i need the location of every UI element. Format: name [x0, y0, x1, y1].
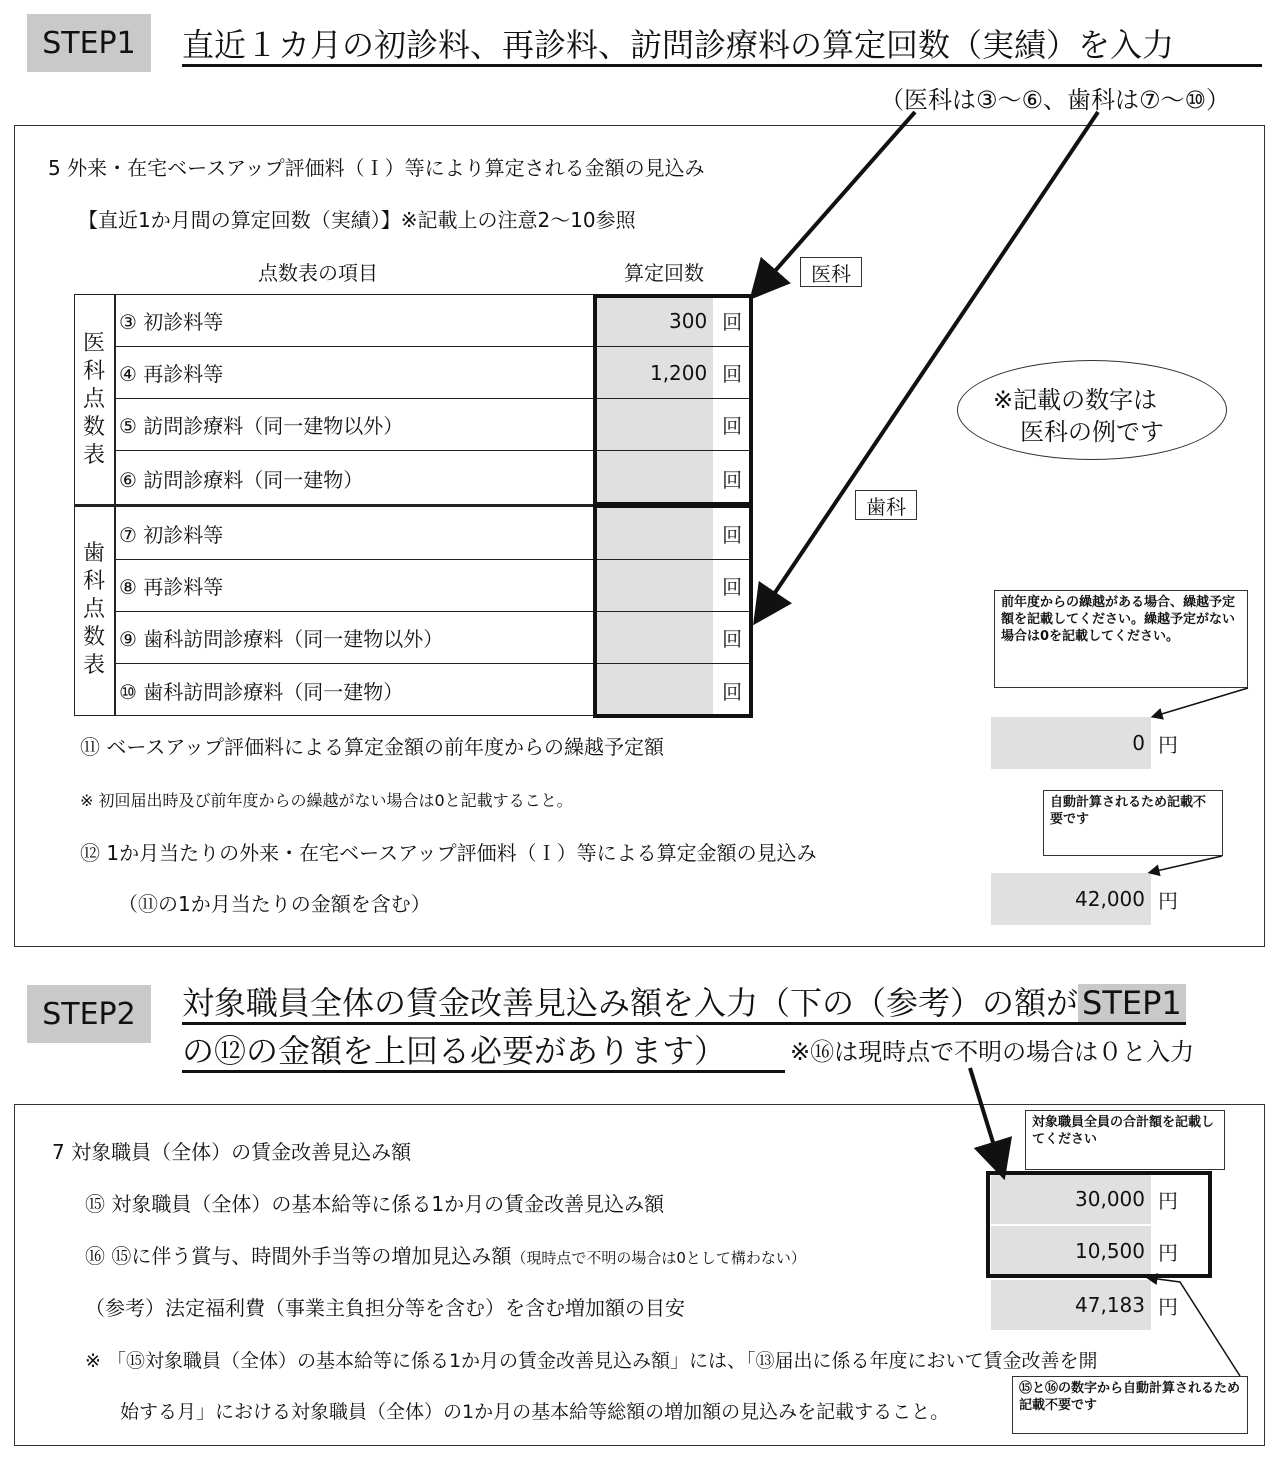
dental-arrow: [762, 112, 1098, 612]
medical-tag: 医科: [800, 257, 862, 287]
step2-arrows: [0, 960, 1280, 1440]
step1-badge: STEP1: [27, 14, 151, 72]
step2-badge: STEP2: [27, 985, 151, 1043]
row-label: ⑧ 再診料等: [119, 575, 224, 599]
unit-label: 回: [722, 627, 743, 651]
unit-label: 回: [722, 679, 743, 704]
row-label: ⑤ 訪問診療料（同一建物以外）: [119, 414, 404, 438]
unit-label: 回: [722, 414, 743, 438]
unit-label: 回: [722, 523, 743, 547]
item11-asterisk-note: ※ 初回届出時及び前年度からの繰越がない場合は0と記載すること。: [80, 791, 573, 810]
auto-calc-note-2: ⑮と⑯の数字から自動計算されるため記載不要です: [1012, 1376, 1248, 1434]
item12-unit: 円: [1158, 888, 1178, 913]
step2-heading-step1-ref: STEP1: [1078, 984, 1186, 1022]
step2-footnote-line2: 始する月」における対象職員（全体）の1か月の基本給等総額の増加額の見込みを記載すること。: [120, 1401, 950, 1423]
row-label: ⑥ 訪問診療料（同一建物）: [119, 467, 364, 492]
dental-tag: 歯科: [855, 490, 917, 520]
row-label: ⑩ 歯科訪問診療料（同一建物）: [119, 679, 404, 704]
item12-sublabel: （⑪の1か月当たりの金額を含む）: [118, 892, 431, 916]
period-label: 【直近1か月間の算定回数（実績）】※記載上の注意2～10参照: [78, 208, 636, 232]
unit-label: 回: [722, 575, 743, 599]
step2-main-arrow: [970, 1068, 1000, 1165]
item15-unit: 円: [1158, 1188, 1178, 1213]
reference-unit: 円: [1158, 1294, 1178, 1319]
item16-input[interactable]: 10,500: [991, 1226, 1151, 1276]
reference-label: （参考）法定福利費（事業主負担分等を含む）を含む増加額の目安: [85, 1296, 685, 1320]
item11-unit: 円: [1158, 732, 1178, 757]
column-header-item: 点数表の項目: [258, 261, 378, 285]
auto-note-2-pointer: [1150, 1278, 1240, 1376]
step2-heading-note: ※⑯は現時点で不明の場合は０と入力: [790, 1038, 1195, 1066]
auto-calc-note-1: 自動計算されるため記載不要です: [1043, 790, 1223, 856]
example-ellipse-line1: ※記載の数字は: [993, 386, 1158, 414]
item15-label: ⑮ 対象職員（全体）の基本給等に係る1か月の賃金改善見込み額: [85, 1192, 665, 1216]
step1-heading: 直近１カ月の初診料、再診料、訪問診療料の算定回数（実績）を入力: [182, 20, 1262, 67]
item12-value: 42,000: [991, 873, 1151, 925]
example-ellipse-line2: 医科の例です: [1020, 418, 1164, 446]
column-header-count: 算定回数: [624, 261, 704, 285]
total-staff-note: 対象職員全員の合計額を記載してください: [1025, 1110, 1225, 1170]
count-input[interactable]: 1,200: [596, 347, 713, 398]
item11-label: ⑪ ベースアップ評価料による算定金額の前年度からの繰越予定額: [80, 735, 664, 759]
step2-heading-text-a: 対象職員全体の賃金改善見込み額を入力（下の（参考）の額が: [182, 984, 1079, 1022]
item16-unit: 円: [1158, 1240, 1178, 1265]
item15-input[interactable]: 30,000: [991, 1174, 1151, 1224]
count-input[interactable]: 300: [596, 295, 713, 346]
item11-input[interactable]: 0: [991, 717, 1151, 769]
medical-arrow: [760, 112, 915, 288]
carry-over-note: 前年度からの繰越がある場合、繰越予定額を記載してください。繰越予定がない場合は0を記載してください。: [994, 590, 1248, 688]
dental-group-label: 歯 科 点 数 表: [82, 541, 105, 678]
auto-note-pointer: [1152, 856, 1222, 872]
row-label: ③ 初診料等: [119, 310, 224, 334]
step2-heading-line2: の⑫の金額を上回る必要があります）: [182, 1026, 785, 1073]
carry-note-pointer: [1155, 688, 1248, 716]
row-label: ⑦ 初診料等: [119, 523, 224, 547]
section-5-title: 5 外来・在宅ベースアップ評価料（Ｉ）等により算定される金額の見込み: [48, 156, 705, 180]
step2-footnote-line1: ※ 「⑮対象職員（全体）の基本給等に係る1か月の賃金改善見込み額」には、「⑬届出に係る年度において賃金改善を開: [85, 1350, 1098, 1372]
item12-label: ⑫ 1か月当たりの外来・在宅ベースアップ評価料（Ｉ）等による算定金額の見込み: [80, 841, 817, 865]
medical-group-label: 医 科 点 数 表: [82, 331, 105, 468]
unit-label: 回: [722, 310, 743, 334]
row-label: ⑨ 歯科訪問診療料（同一建物以外）: [119, 627, 444, 651]
unit-label: 回: [722, 362, 743, 386]
section-7-title: 7 対象職員（全体）の賃金改善見込み額: [52, 1140, 412, 1164]
row-label: ④ 再診料等: [119, 362, 224, 386]
item16-label-main: ⑯ ⑮に伴う賞与、時間外手当等の増加見込み額: [85, 1244, 512, 1268]
step1-subnote: （医科は③～⑥、歯科は⑦～⑩）: [880, 86, 1231, 114]
unit-label: 回: [722, 467, 743, 492]
reference-value: 47,183: [991, 1280, 1151, 1330]
item16-label-note: （現時点で不明の場合は0として構わない）: [511, 1249, 806, 1267]
